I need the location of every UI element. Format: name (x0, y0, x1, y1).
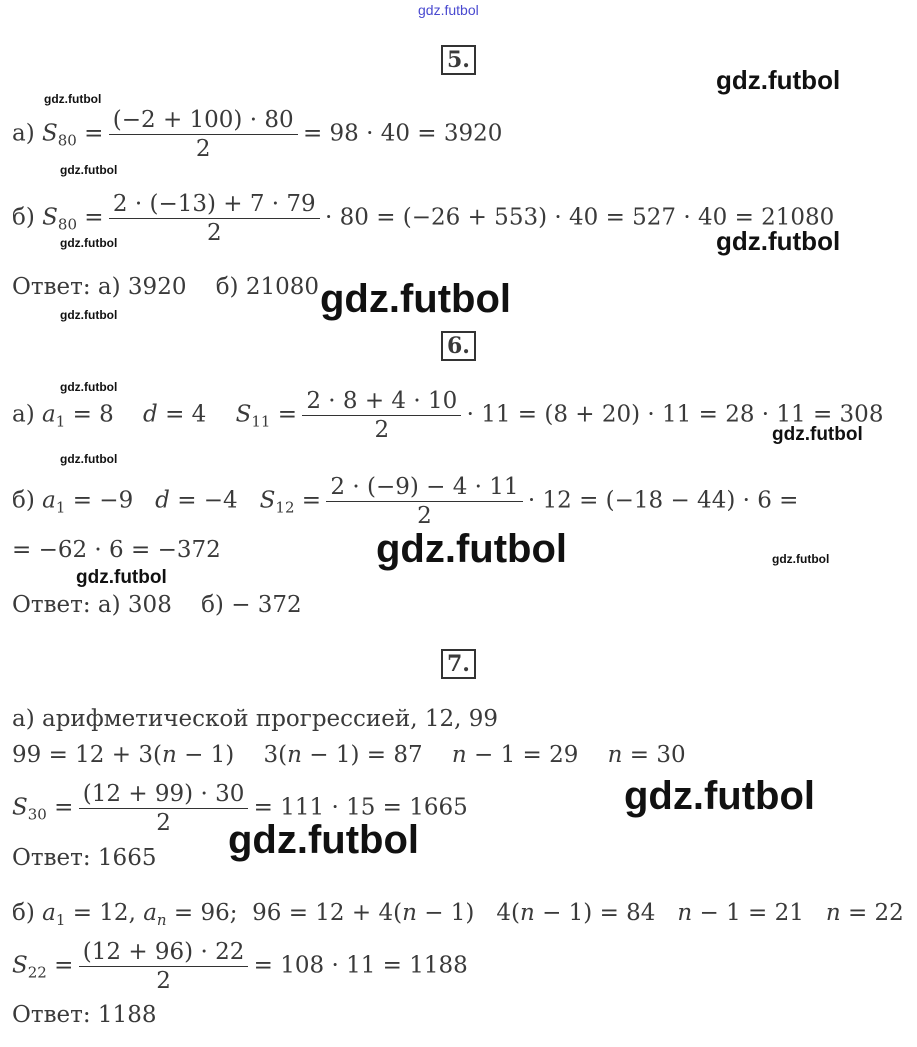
watermark: gdz.futbol (376, 527, 568, 571)
watermark: gdz.futbol (772, 552, 830, 566)
problem-number-6: 6. (441, 331, 476, 361)
problem7-a-line1: а) арифметической прогрессией, 12, 99 (12, 706, 498, 732)
watermark: gdz.futbol (60, 452, 118, 466)
watermark: gdz.futbol (60, 163, 118, 177)
problem6-b-line2: = −62 · 6 = −372 (12, 537, 221, 563)
watermark: gdz.futbol (44, 92, 102, 106)
problem7-b-answer: Ответ: 1188 (12, 1002, 157, 1028)
watermark: gdz.futbol (228, 818, 420, 862)
problem7-a-answer: Ответ: 1665 (12, 845, 157, 871)
problem7-b-sum: $S_{22}$ = $\frac{(12 + 96) \cdot 22}{2}$ = 108 · 11 = 1188 (12, 939, 468, 994)
problem6-a-equation: а) $a_1 = 8$ d = 4 $S_{11}$ = $\frac{2 \cdot 8 + 4 \cdot 10}{2}$ · 11 = (8 + 20) · 11 = 28 · 11 = 308 (12, 388, 884, 443)
watermark: gdz.futbol (76, 567, 167, 588)
watermark: gdz.futbol (624, 774, 816, 818)
problem7-a-line2: 99 = 12 + 3(n − 1) 3(n − 1) = 87 n − 1 = 29 n = 30 (12, 742, 686, 768)
problem7-b-line1: б) $a_1 = 12$, $a_n = 96$; 96 = 12 + 4(n − 1) 4(n − 1) = 84 n − 1 = 21 n = 22 (12, 900, 904, 929)
watermark: gdz.futbol (60, 236, 118, 250)
problem-number-7: 7. (441, 649, 476, 679)
watermark: gdz.futbol (60, 308, 118, 322)
watermark-top: gdz.futbol (418, 2, 479, 18)
problem7-a-sum: $S_{30}$ = $\frac{(12 + 99) \cdot 30}{2}$ = 111 · 15 = 1665 (12, 781, 468, 836)
problem5-a-equation: а) $S_{80}$ = $\frac{(-2 + 100) \cdot 80}{2}$ = 98 · 40 = 3920 (12, 107, 503, 162)
problem5-answer: Ответ: а) 3920 б) 21080 (12, 274, 319, 300)
problem6-answer: Ответ: а) 308 б) − 372 (12, 592, 302, 618)
watermark: gdz.futbol (772, 424, 863, 445)
watermark: gdz.futbol (716, 65, 841, 95)
problem6-b-equation: б) $a_1 = -9$ d = −4 $S_{12}$ = $\frac{2 \cdot (-9) - 4 \cdot 11}{2}$ · 12 = (−18 − 44) · 6 = (12, 474, 799, 529)
watermark: gdz.futbol (60, 380, 118, 394)
watermark: gdz.futbol (716, 226, 841, 256)
problem-number-5: 5. (441, 45, 476, 75)
watermark: gdz.futbol (320, 277, 512, 321)
problem5-b-equation: б) $S_{80}$ = $\frac{2 \cdot (-13) + 7 \cdot 79}{2}$ · 80 = (−26 + 553) · 40 = 527 · 40 = 21080 (12, 191, 835, 246)
